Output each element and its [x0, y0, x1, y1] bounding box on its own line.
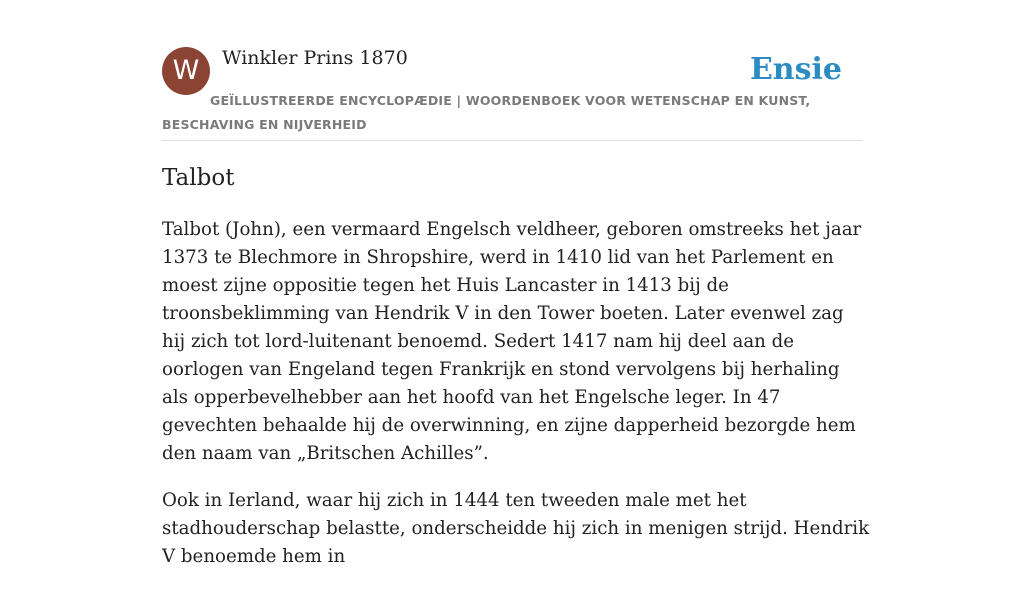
article-body	[162, 216, 870, 590]
article-paragraph: Talbot (John), een vermaard Engelsch veldheer, geboren omstreeks het jaar 1373 te Blechmore in Shropshire, werd in 1410 lid van het Parlement en moest zijne oppositie tegen het Huis Lancaster in 1413 bij de troonsbeklimming van Hendrik V in den Tower boeten. Later evenwel zag hij zich tot lord-luitenant benoemd. Sedert 1417 nam hij deel aan de oorlogen van Engeland tegen Frankrijk en stond vervolgens bij herhaling als opperbevelhebber aan het hoofd van het Engelsche leger. In 47 gevechten behaalde hij de overwinning, en zijne dapperheid bezorgde hem den naam van „Britschen Achilles”.	[162, 219, 862, 464]
source-subtitle: GEÏLLUSTREERDE ENCYCLOPÆDIE | WOORDENBOEK VOOR WETENSCHAP EN KUNST, BESCHAVING EN NIJVERHEID	[162, 93, 811, 132]
source-avatar[interactable]: W	[162, 47, 210, 95]
article-title: Talbot	[162, 165, 235, 191]
source-title[interactable]: Winkler Prins 1870	[222, 47, 408, 69]
site-header	[162, 0, 862, 141]
article-paragraph: Ook in Ierland, waar hij zich in 1444 ten tweeden male met het stadhouderschap belastte, onderscheidde hij zich in menigen strijd. Hendrik V benoemde hem in	[162, 490, 870, 567]
brand-logo[interactable]: Ensie	[749, 52, 842, 87]
